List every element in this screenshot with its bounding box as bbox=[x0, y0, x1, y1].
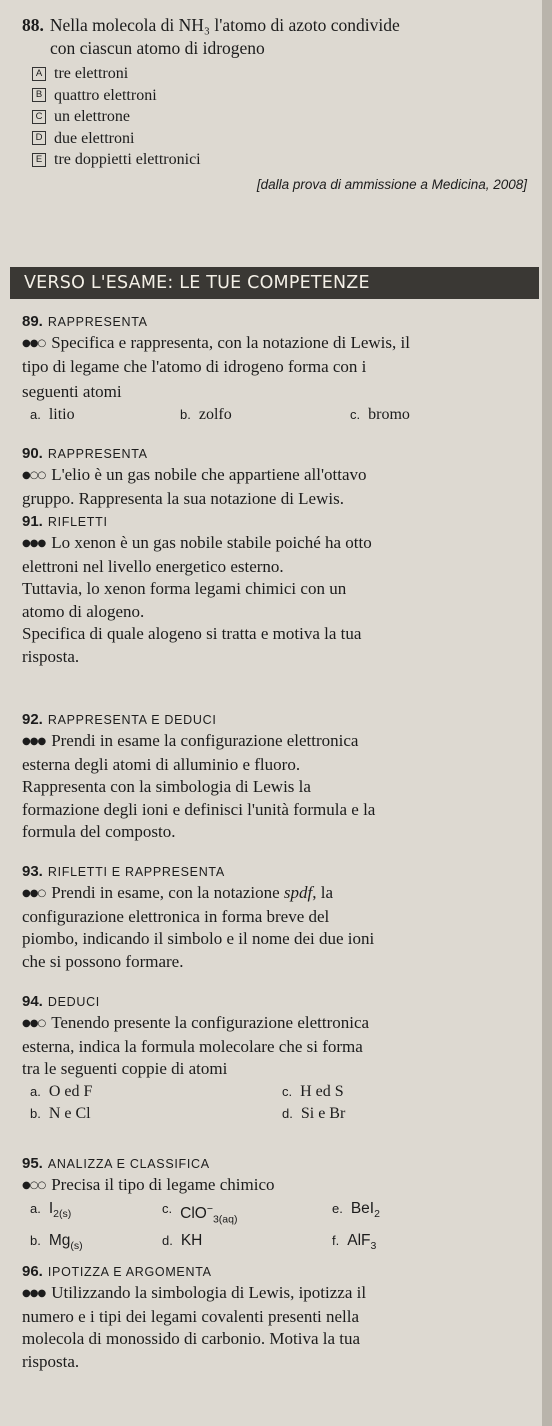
question-label: 92. RAPPRESENTA E DEDUCI bbox=[22, 711, 217, 728]
question-label: 95. ANALIZZA E CLASSIFICA bbox=[22, 1155, 210, 1172]
question-93-line3: piombo, indicando il simbolo e il nome dei due ioni bbox=[22, 929, 375, 948]
difficulty-dots: ●○○ bbox=[22, 1180, 46, 1191]
section-banner: VERSO L'ESAME: LE TUE COMPETENZE bbox=[10, 267, 539, 299]
option-letter-box: D bbox=[32, 131, 46, 145]
page-edge bbox=[542, 0, 552, 1426]
option-d[interactable]: D due elettroni bbox=[22, 128, 537, 150]
question-94-line1: ●●○ Tenendo presente la configurazione elettronica bbox=[22, 1012, 537, 1036]
question-88 bbox=[22, 14, 537, 192]
question-89 bbox=[22, 312, 537, 426]
question-96-line2: numero e i tipi dei legami covalenti presenti nella bbox=[22, 1306, 360, 1326]
question-93 bbox=[22, 862, 537, 973]
item-c: c. H ed S bbox=[282, 1082, 344, 1100]
question-96-line3: molecola di monossido di carbonio. Motiva la tua bbox=[22, 1329, 361, 1348]
item-c: c. bromo bbox=[350, 405, 410, 423]
question-label: 96. IPOTIZZA E ARGOMENTA bbox=[22, 1263, 212, 1280]
question-91-line6: risposta. bbox=[22, 646, 80, 666]
option-c[interactable]: C un elettrone bbox=[22, 106, 537, 128]
question-96 bbox=[22, 1262, 537, 1373]
answer-items bbox=[22, 1198, 537, 1230]
option-letter-box: A bbox=[32, 67, 46, 81]
question-label: 90. RAPPRESENTA bbox=[22, 445, 148, 462]
question-90-line1: ●○○ L'elio è un gas nobile che appartiene all'ottavo bbox=[22, 464, 537, 488]
option-a[interactable]: A tre elettroni bbox=[22, 63, 537, 85]
difficulty-dots: ●●● bbox=[22, 538, 46, 549]
question-91-line5: Specifica di quale alogeno si tratta e motiva la tua bbox=[22, 624, 362, 643]
difficulty-dots: ●●● bbox=[22, 1288, 46, 1299]
item-a: a. O ed F bbox=[30, 1082, 93, 1100]
item-b: b. $Mg_{(s)}$ bbox=[30, 1231, 83, 1252]
question-93-line4: che si possono formare. bbox=[22, 951, 184, 971]
item-b: b. zolfo bbox=[180, 405, 232, 423]
question-88-text-2: con ciascun atomo di idrogeno bbox=[50, 38, 265, 58]
question-89-line3: seguenti atomi bbox=[22, 382, 122, 401]
question-89-line1: ●●○ Specifica e rappresenta, con la notazione di Lewis, il bbox=[22, 332, 537, 356]
difficulty-dots: ●●○ bbox=[22, 888, 46, 899]
question-92 bbox=[22, 710, 537, 844]
question-91-line3: Tuttavia, lo xenon forma legami chimici con un bbox=[22, 579, 347, 598]
question-92-line3: Rappresenta con la simbologia di Lewis la bbox=[22, 777, 311, 796]
question-90 bbox=[22, 444, 537, 510]
question-number: 88. bbox=[22, 15, 44, 35]
item-a: a. litio bbox=[30, 405, 75, 423]
item-c: c. ClO−$_{3(aq)}$ bbox=[162, 1200, 238, 1225]
question-94 bbox=[22, 992, 537, 1125]
option-b[interactable]: B quattro elettroni bbox=[22, 85, 537, 107]
item-d: d. KH bbox=[162, 1231, 203, 1249]
question-93-line1: ●●○ Prendi in esame, con la notazione spdf, la bbox=[22, 882, 537, 906]
item-e: e. BeI$_2$ bbox=[332, 1199, 380, 1220]
question-90-line2: gruppo. Rappresenta la sua notazione di Lewis. bbox=[22, 488, 344, 508]
item-d: d. Si e Br bbox=[282, 1104, 346, 1122]
question-92-line5: formula del composto. bbox=[22, 822, 176, 841]
answer-items bbox=[22, 1230, 537, 1257]
question-91-line1: ●●● Lo xenon è un gas nobile stabile poiché ha otto bbox=[22, 532, 537, 556]
question-label: 91. RIFLETTI bbox=[22, 513, 108, 530]
item-f: f. AlF$_3$ bbox=[332, 1231, 377, 1252]
question-95-line1: ●○○ Precisa il tipo di legame chimico bbox=[22, 1174, 537, 1198]
answer-items bbox=[22, 404, 537, 426]
question-95 bbox=[22, 1154, 537, 1257]
question-92-line2: esterna degli atomi di alluminio e fluoro. bbox=[22, 754, 301, 774]
difficulty-dots: ●●○ bbox=[22, 1018, 46, 1029]
question-label: 93. RIFLETTI E RAPPRESENTA bbox=[22, 863, 225, 880]
item-b: b. N e Cl bbox=[30, 1104, 91, 1122]
question-91-line4: atomo di alogeno. bbox=[22, 601, 145, 621]
question-94-line2: esterna, indica la formula molecolare che si forma bbox=[22, 1036, 363, 1056]
option-e[interactable]: E tre doppietti elettronici bbox=[22, 149, 537, 171]
question-label: 89. RAPPRESENTA bbox=[22, 313, 148, 330]
option-letter-box: C bbox=[32, 110, 46, 124]
answer-items bbox=[22, 1081, 537, 1103]
option-letter-box: B bbox=[32, 88, 46, 102]
question-89-line2: tipo di legame che l'atomo di idrogeno forma con i bbox=[22, 356, 367, 376]
source-note: [dalla prova di ammissione a Medicina, 2008] bbox=[256, 176, 527, 192]
difficulty-dots: ●●○ bbox=[22, 338, 46, 349]
question-92-line4: formazione degli ioni e definisci l'unità formula e la bbox=[22, 799, 376, 819]
question-88-text: 88. Nella molecola di NH₃ l'atomo di azoto condivide bbox=[22, 15, 400, 35]
difficulty-dots: ●●● bbox=[22, 736, 46, 747]
question-96-line4: risposta. bbox=[22, 1351, 80, 1371]
question-93-line2: configurazione elettronica in forma breve del bbox=[22, 906, 330, 926]
difficulty-dots: ●○○ bbox=[22, 470, 46, 481]
item-a: a. $I_{2(s)}$ bbox=[30, 1199, 72, 1220]
question-91 bbox=[22, 512, 537, 668]
question-96-line1: ●●● Utilizzando la simbologia di Lewis, ipotizza il bbox=[22, 1282, 537, 1306]
answer-items bbox=[22, 1103, 537, 1125]
question-91-line2: elettroni nel livello energetico esterno. bbox=[22, 556, 284, 576]
question-92-line1: ●●● Prendi in esame la configurazione elettronica bbox=[22, 730, 537, 754]
question-94-line3: tra le seguenti coppie di atomi bbox=[22, 1059, 228, 1078]
option-letter-box: E bbox=[32, 153, 46, 167]
question-label: 94. DEDUCI bbox=[22, 993, 100, 1010]
